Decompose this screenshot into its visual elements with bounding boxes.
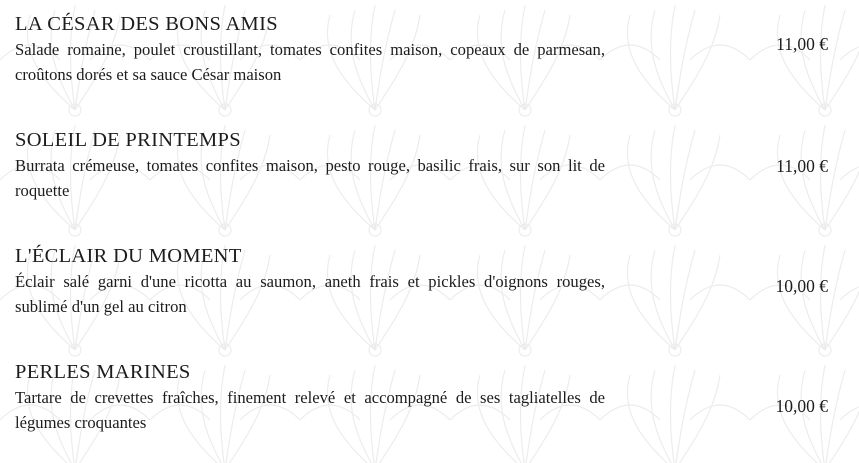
- menu-item-price: 10,00 €: [775, 276, 828, 296]
- menu-item-price: 10,00 €: [775, 396, 828, 416]
- menu-item-title: PERLES MARINES: [15, 361, 191, 383]
- menu-item-description: Salade romaine, poulet croustillant, tomates confites maison, copeaux de parmesan, croûtons dorés et sa sauce César maison: [15, 40, 605, 84]
- menu-item-price: 11,00 €: [776, 156, 828, 176]
- menu-item-title: SOLEIL DE PRINTEMPS: [15, 129, 241, 151]
- menu-item-description: Tartare de crevettes fraîches, finement relevé et accompagné de ses tagliatelles de légumes croquantes: [15, 388, 605, 432]
- menu-item-title: LA CÉSAR DES BONS AMIS: [15, 13, 278, 35]
- menu-item-description: Burrata crémeuse, tomates confites maison, pesto rouge, basilic frais, sur son lit de roquette: [15, 156, 605, 200]
- menu-item-description: Éclair salé garni d'une ricotta au saumon, aneth frais et pickles d'oignons rouges, sublimé d'un gel au citron: [15, 272, 605, 316]
- menu-item-price: 11,00 €: [776, 34, 828, 54]
- menu-item-title: L'ÉCLAIR DU MOMENT: [15, 245, 242, 267]
